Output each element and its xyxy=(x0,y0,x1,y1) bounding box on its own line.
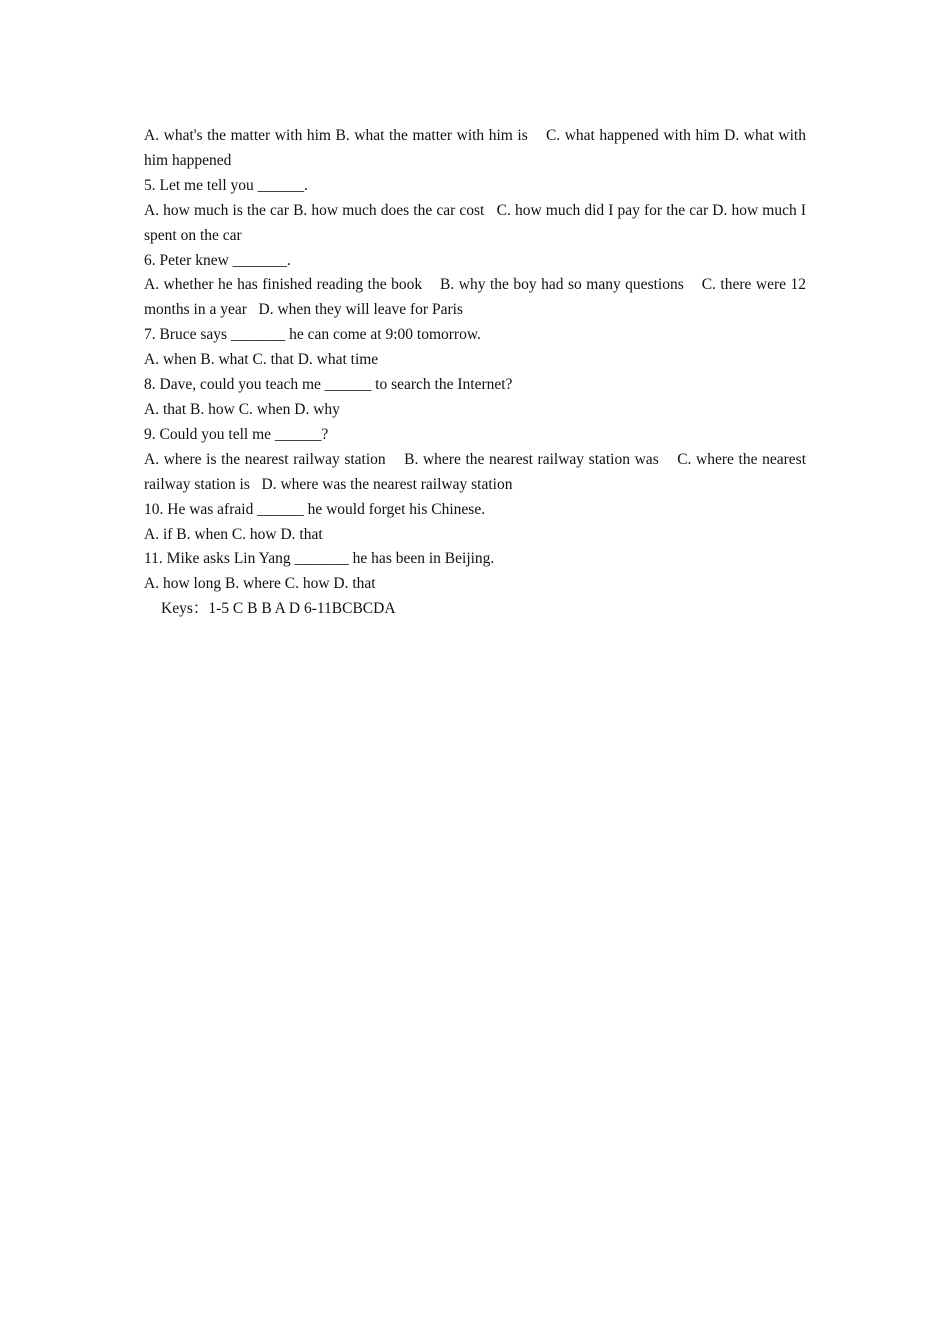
question-11: 11. Mike asks Lin Yang _______ he has been in Beijing. xyxy=(144,550,495,568)
options-q7: A. when B. what C. that D. what time xyxy=(144,351,379,369)
options-q9: A. where is the nearest railway station B. where the nearest railway station was C. where the nearest railway station is D. where was the nearest railway station xyxy=(144,450,810,493)
question-10: 10. He was afraid ______ he would forget his Chinese. xyxy=(144,500,486,518)
question-8: 8. Dave, could you teach me ______ to search the Internet? xyxy=(144,376,513,394)
options-q8: A. that B. how C. when D. why xyxy=(144,400,340,418)
options-q6: A. whether he has finished reading the book B. why the boy had so many questions C. there were 12 months in a year D. when they will leave for Paris xyxy=(144,276,810,319)
options-q11: A. how long B. where C. how D. that xyxy=(144,575,376,593)
question-6: 6. Peter knew _______. xyxy=(144,251,291,269)
question-5: 5. Let me tell you ______. xyxy=(144,176,309,194)
options-q5: A. how much is the car B. how much does the car cost C. how much did I pay for the car D. how much I spent on the car xyxy=(144,201,810,244)
question-7: 7. Bruce says _______ he can come at 9:00 tomorrow. xyxy=(144,326,481,344)
exercise-text xyxy=(144,124,810,622)
question-9: 9. Could you tell me ______? xyxy=(144,425,329,443)
options-q10: A. if B. when C. how D. that xyxy=(144,525,323,543)
answer-keys: Keys：1-5 C B B A D 6-11BCBCDA xyxy=(161,600,396,618)
options-q4: A. what's the matter with him B. what the matter with him is C. what happened with him D. what with him happened xyxy=(144,127,810,169)
